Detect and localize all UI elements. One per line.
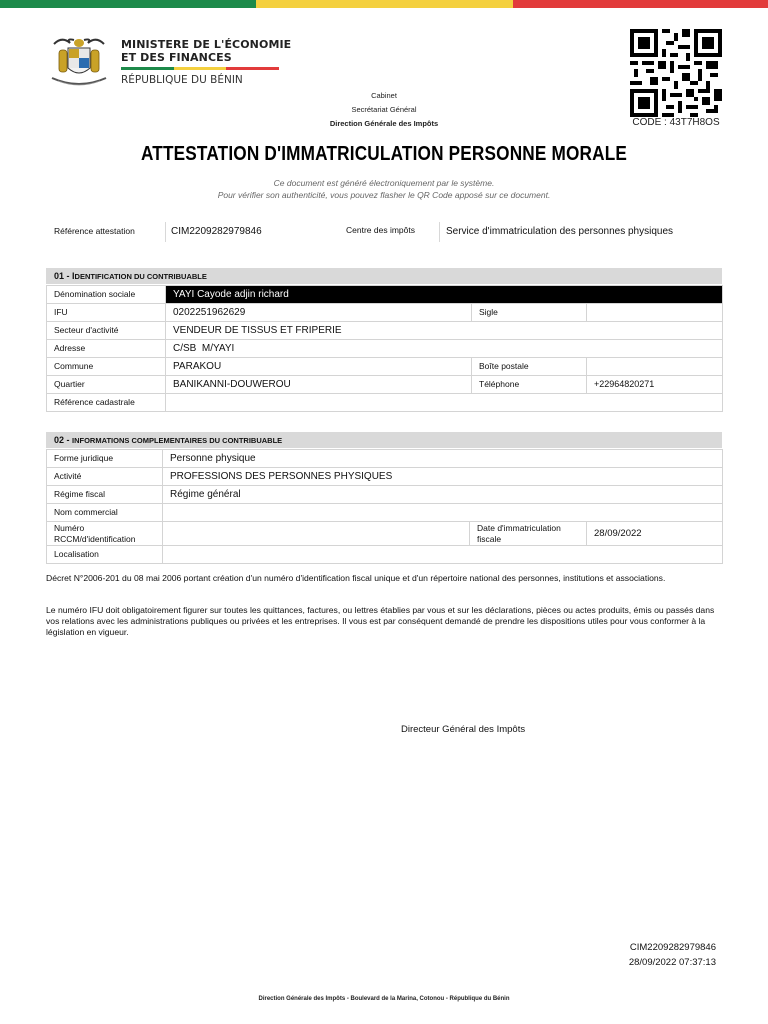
date-immatriculation-value: 28/09/2022 [587, 522, 723, 546]
authenticity-notice-line1: Ce document est généré électroniquement par le système. [273, 178, 495, 188]
date-label-line2: fiscale [477, 533, 502, 544]
footer-reference-datetime: 28/09/2022 07:37:13 [628, 957, 716, 968]
table-row [47, 340, 723, 358]
adresse-label: Adresse [47, 340, 166, 358]
table-row [47, 468, 723, 486]
boite-postale-label: Boîte postale [472, 358, 587, 376]
rccm-label-line1: Numéro [54, 522, 85, 533]
table-row [47, 450, 723, 468]
table-row [47, 322, 723, 340]
section-02-dash: - [64, 435, 73, 445]
localisation-label: Localisation [47, 546, 163, 564]
commune-value: PARAKOU [166, 358, 472, 376]
admin-direction: Direction Générale des Impôts [329, 119, 439, 128]
ministry-flag-stripe [121, 67, 279, 70]
benin-coat-of-arms-icon [48, 34, 110, 92]
cadastrale-label: Référence cadastrale [47, 394, 166, 412]
table-row [47, 522, 723, 546]
admin-cabinet: Cabinet [371, 91, 397, 100]
nom-commercial-label: Nom commercial [47, 504, 163, 522]
ifu-label: IFU [47, 304, 166, 322]
sigle-value [587, 304, 723, 322]
telephone-label: Téléphone [472, 376, 587, 394]
identification-table [46, 285, 723, 412]
table-row [47, 358, 723, 376]
rccm-value [163, 522, 470, 546]
ifu-value: 0202251962629 [166, 304, 472, 322]
qr-code-icon [630, 29, 722, 117]
section-01-title-initial: I [72, 271, 75, 281]
ifu-note-paragraph: Le numéro IFU doit obligatoirement figurer sur toutes les quittances, factures, ou lettres établies par vous et sur les déclarations, pièces ou actes produits, émis ou passés dans vos relations avec les administrations publiques ou privées et les entreprises. Il vous est par conséquent demandé de prendre les dispositions utiles pour vous conformer à la législation en vigueur. [46, 605, 715, 637]
section-01-number: 01 [54, 271, 65, 281]
authenticity-notice-line2: Pour vérifier son authenticité, vous pouvez flasher le QR Code apposé sur ce document. [217, 190, 551, 200]
quartier-value: BANIKANNI-DOUWEROU [166, 376, 472, 394]
activite-label: Activité [47, 468, 163, 486]
signature-title: Directeur Général des Impôts [401, 724, 526, 735]
forme-juridique-value: Personne physique [163, 450, 723, 468]
centre-label: Centre des impôts [346, 225, 415, 235]
ministry-block [121, 38, 291, 86]
ministry-name-line2: ET DES FINANCES [121, 51, 232, 64]
telephone-value: +22964820271 [587, 376, 723, 394]
localisation-value [163, 546, 723, 564]
section-02-header [46, 432, 722, 448]
page-title: ATTESTATION D'IMMATRICULATION PERSONNE MORALE [140, 143, 628, 165]
reference-value: CIM2209282979846 [165, 222, 262, 242]
page-footer: Direction Générale des Impôts - Boulevard de la Marina, Cotonou - République du Bénin [258, 996, 510, 1002]
section-01-dash: - [64, 271, 73, 281]
date-immatriculation-label [470, 522, 587, 546]
qr-code-label: CODE : 43T7H8OS [632, 117, 720, 128]
section-01-header [46, 268, 722, 284]
forme-juridique-label: Forme juridique [47, 450, 163, 468]
table-row [47, 394, 723, 412]
sigle-label: Sigle [472, 304, 587, 322]
rccm-label [47, 522, 163, 546]
rccm-label-line2: RCCM/d'identification [54, 533, 136, 544]
table-row [47, 304, 723, 322]
reference-row [46, 221, 722, 241]
republic-name: RÉPUBLIQUE DU BÉNIN [121, 74, 243, 86]
reference-label: Référence attestation [54, 226, 135, 236]
ministry-name-line1: MINISTERE DE L'ÉCONOMIE [121, 38, 292, 51]
nom-commercial-value [163, 504, 723, 522]
section-02-number: 02 [54, 435, 65, 445]
secteur-label: Secteur d'activité [47, 322, 166, 340]
regime-fiscal-value: Régime général [163, 486, 723, 504]
flag-red-stripe [513, 0, 768, 8]
cadastrale-value [166, 394, 723, 412]
quartier-label: Quartier [47, 376, 166, 394]
section-01-title: DENTIFICATION DU CONTRIBUABLE [74, 272, 207, 281]
activite-value: PROFESSIONS DES PERSONNES PHYSIQUES [163, 468, 723, 486]
section-02-title: INFORMATIONS COMPLEMENTAIRES DU CONTRIBUABLE [72, 436, 283, 445]
secteur-value: VENDEUR DE TISSUS ET FRIPERIE [166, 322, 723, 340]
centre-value: Service d'immatriculation des personnes physiques [439, 222, 673, 242]
table-row [47, 486, 723, 504]
complementary-info-table [46, 449, 723, 564]
denomination-value: YAYI Cayode adjin richard [166, 286, 723, 304]
admin-secretariat: Secrétariat Général [351, 105, 417, 114]
flag-yellow-stripe [256, 0, 513, 8]
table-row [47, 376, 723, 394]
flag-green-stripe [0, 0, 256, 8]
commune-label: Commune [47, 358, 166, 376]
table-row [47, 286, 723, 304]
flag-color-bar [0, 0, 768, 8]
table-row [47, 504, 723, 522]
adresse-value: C/SB M/YAYI [166, 340, 723, 358]
date-label-line1: Date d'immatriculation [477, 522, 561, 533]
table-row [47, 546, 723, 564]
denomination-label: Dénomination sociale [47, 286, 166, 304]
boite-postale-value [587, 358, 723, 376]
regime-fiscal-label: Régime fiscal [47, 486, 163, 504]
decret-paragraph: Décret N°2006-201 du 08 mai 2006 portant création d'un numéro d'identification fiscal unique et d'un répertoire national des personnes, institutions et associations. [46, 573, 666, 583]
footer-reference-code: CIM2209282979846 [629, 942, 716, 953]
